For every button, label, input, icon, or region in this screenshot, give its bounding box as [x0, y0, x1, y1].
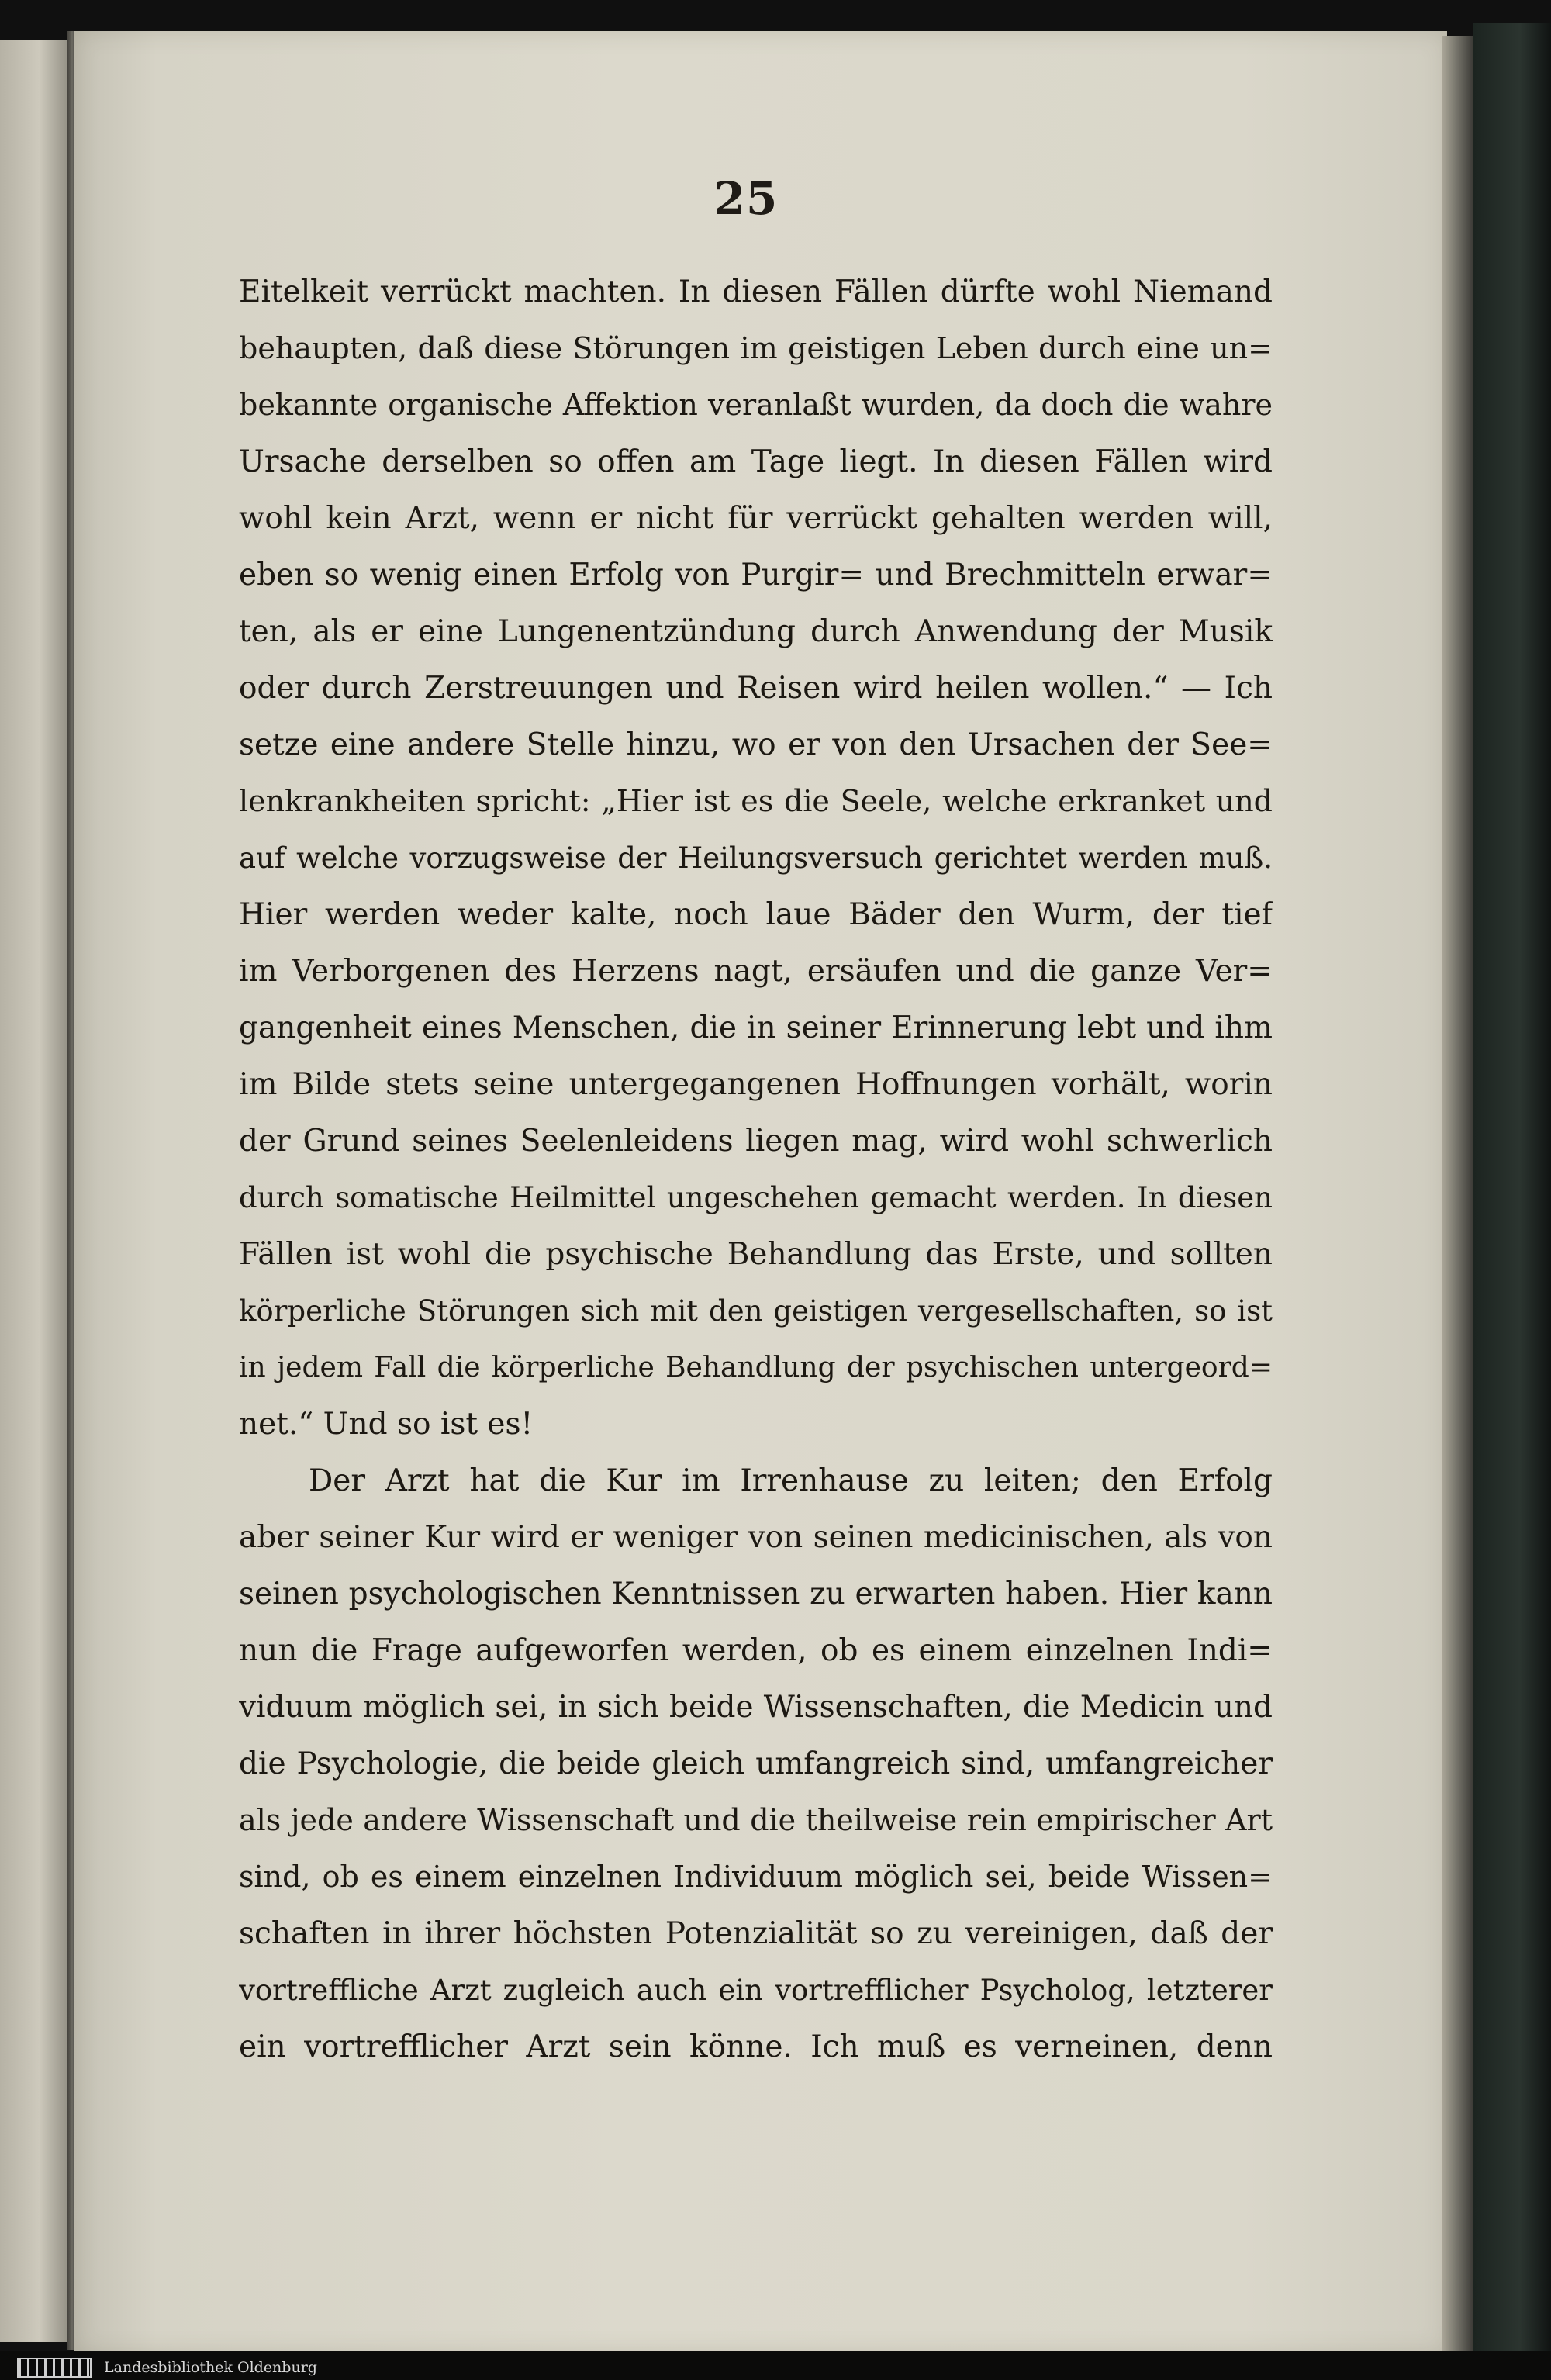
text-line: im Verborgenen des Herzens nagt, ersäufen und die ganze Ver= — [239, 954, 1273, 989]
text-line: eben so wenig einen Erfolg von Purgir= und Brechmitteln erwar= — [239, 558, 1273, 592]
text-line: durch somatische Heilmittel ungeschehen gemacht werden. In diesen — [239, 1181, 1273, 1214]
cover-edge — [1473, 23, 1551, 2380]
text-line: körperliche Störungen sich mit den geistigen vergesellschaften, so ist — [239, 1294, 1273, 1328]
text-line: bekannte organische Affektion veranlaßt wurden, da doch die wahre — [239, 388, 1273, 422]
paragraph-start-line: Der Arzt hat die Kur im Irrenhause zu leiten; den Erfolg — [309, 1463, 1273, 1498]
text-line: sind, ob es einem einzelnen Individuum möglich sei, beide Wissen= — [239, 1860, 1273, 1894]
text-line: lenkrankheiten spricht: „Hier ist es die Seele, welche erkranket und — [239, 784, 1273, 818]
text-line: behaupten, daß diese Störungen im geistigen Leben durch eine un= — [239, 331, 1273, 365]
text-line: schaften in ihrer höchsten Potenzialität so zu vereinigen, daß der — [239, 1916, 1273, 1951]
body-text — [239, 264, 1273, 2075]
text-line: seinen psychologischen Kenntnissen zu erwarten haben. Hier kann — [239, 1577, 1273, 1611]
text-line: in jedem Fall die körperliche Behandlung der psychischen untergeord= — [239, 1352, 1273, 1383]
text-line: Hier werden weder kalte, noch laue Bäder den Wurm, der tief — [239, 897, 1273, 932]
text-line: vortreffliche Arzt zugleich auch ein vortrefflicher Psycholog, letzterer — [239, 1974, 1273, 2007]
text-line: ten, als er eine Lungenentzündung durch Anwendung der Musik — [239, 614, 1273, 649]
text-line: die Psychologie, die beide gleich umfangreich sind, umfangreicher — [239, 1746, 1273, 1781]
text-line: als jede andere Wissenschaft und die theilweise rein empirischer Art — [239, 1803, 1273, 1837]
library-name: Landesbibliothek Oldenburg — [104, 2359, 317, 2376]
text-line: ein vortrefflicher Arzt sein könne. Ich muß es verneinen, denn — [239, 2029, 1273, 2064]
page-fore-edge — [1442, 36, 1473, 2351]
text-line: Eitelkeit verrückt machten. In diesen Fällen dürfte wohl Niemand — [239, 275, 1273, 309]
text-line: auf welche vorzugsweise der Heilungsversuch gerichtet werden muß. — [239, 841, 1273, 875]
text-line: Ursache derselben so offen am Tage liegt. In diesen Fällen wird — [239, 444, 1273, 479]
page-number: 25 — [713, 172, 779, 225]
text-line: wohl kein Arzt, wenn er nicht für verrückt gehalten werden will, — [239, 501, 1273, 536]
paragraph-end-line: net.“ Und so ist es! — [239, 1407, 534, 1442]
library-logo-icon — [17, 2358, 92, 2378]
text-line: Fällen ist wohl die psychische Behandlung das Erste, und sollten — [239, 1237, 1273, 1272]
text-line: viduum möglich sei, in sich beide Wissenschaften, die Medicin und — [239, 1690, 1273, 1725]
text-line: nun die Frage aufgeworfen werden, ob es einem einzelnen Indi= — [239, 1633, 1273, 1668]
facing-page-edge — [0, 40, 71, 2342]
text-line: im Bilde stets seine untergegangenen Hoffnungen vorhält, worin — [239, 1067, 1273, 1102]
text-line: der Grund seines Seelenleidens liegen mag, wird wohl schwerlich — [239, 1124, 1273, 1159]
text-line: aber seiner Kur wird er weniger von seinen medicinischen, als von — [239, 1520, 1273, 1555]
text-line: oder durch Zerstreuungen und Reisen wird heilen wollen.“ — Ich — [239, 671, 1273, 706]
text-line: gangenheit eines Menschen, die in seiner Erinnerung lebt und ihm — [239, 1010, 1273, 1045]
text-line: setze eine andere Stelle hinzu, wo er von den Ursachen der See= — [239, 727, 1273, 762]
